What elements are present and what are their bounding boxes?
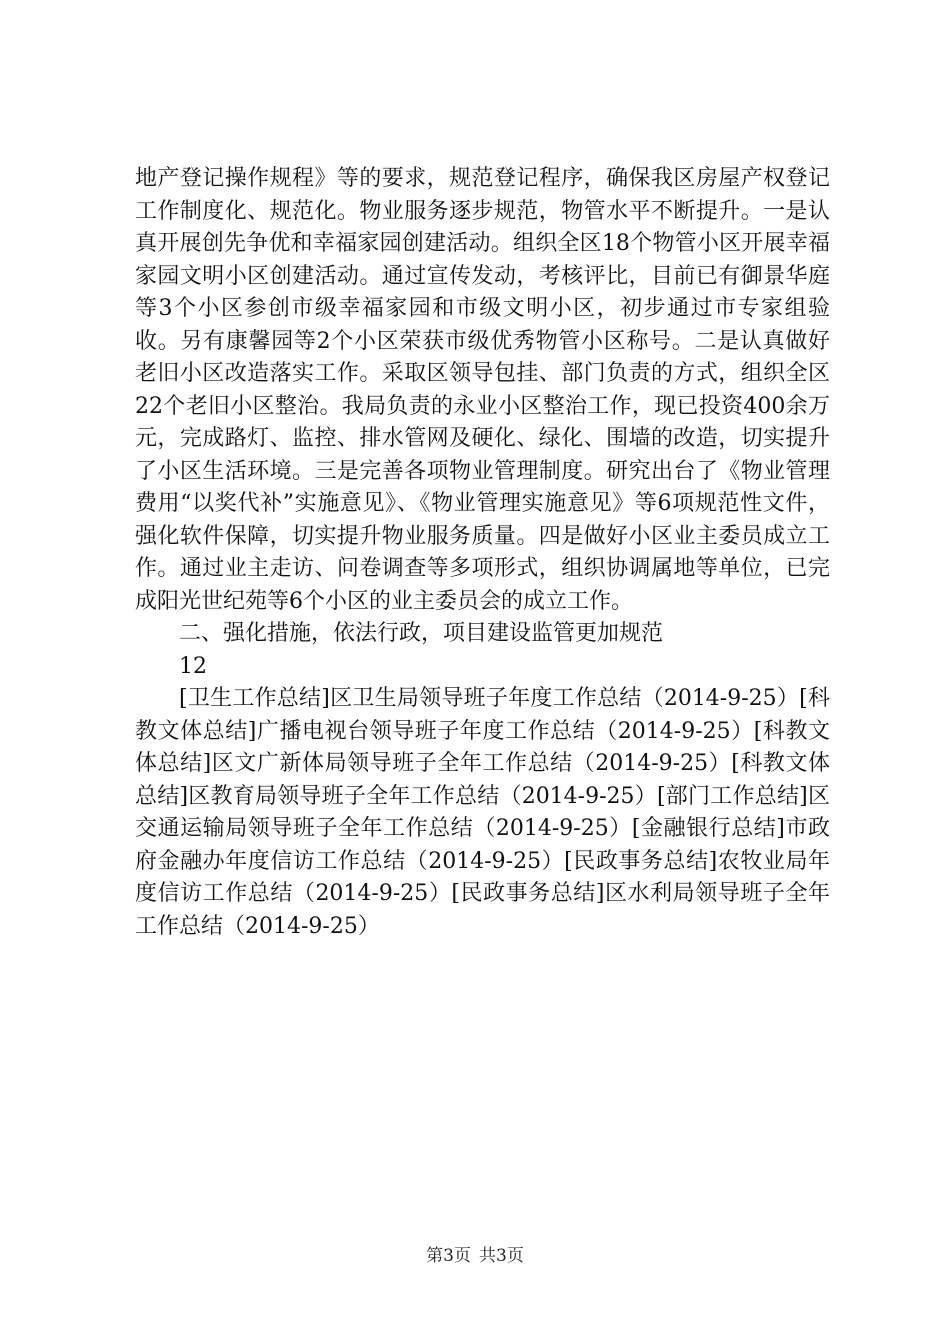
related-articles-list[interactable]: [卫生工作总结]区卫生局领导班子年度工作总结（2014-9-25）[科教文体总结]广播电视台领导班子年度工作总结（2014-9-25）[科教文体总结]区文广新体局领导班子全年工作总结（2014-9-25）[科教文体总结]区教育局领导班子全年工作总结（2014-9-25）[部门工作总结]区交通运输局领导班子全年工作总结（2014-9-25）[金融银行总结]市政府金融办年度信访工作总结（2014-9-25）[民政事务总结]农牧业局年度信访工作总结（2014-9-25）[民政事务总结]区水利局领导班子全年工作总结（2014-9-25）: [135, 686, 830, 939]
page-marker: 12: [179, 653, 207, 679]
body-paragraph: 地产登记操作规程》等的要求，规范登记程序，确保我区房屋产权登记工作制度化、规范化。物业服务逐步规范，物管水平不断提升。一是认真开展创先争优和幸福家园创建活动。组织全区18个物管小区开展幸福家园文明小区创建活动。通过宣传发动，考核评比，目前已有御景华庭等3个小区参创市级幸福家园和市级文明小区，初步通过市专家组验收。另有康馨园等2个小区荣获市级优秀物管小区称号。二是认真做好老旧小区改造落实工作。采取区领导包挂、部门负责的方式，组织全区22个老旧小区整治。我局负责的永业小区整治工作，现已投资400余万元，完成路灯、监控、排水管网及硬化、绿化、围墙的改造，切实提升了小区生活环境。三是完善各项物业管理制度。研究出台了《物业管理费用“以奖代补”实施意见》、《物业管理实施意见》等6项规范性文件，强化软件保障，切实提升物业服务质量。四是做好小区业主委员成立工作。通过业主走访、问卷调查等多项形式，组织协调属地等单位，已完成阳光世纪苑等6个小区的业主委员会的成立工作。: [135, 166, 830, 614]
document-body: [135, 163, 830, 943]
section-heading: 二、强化措施，依法行政，项目建设监管更加规范: [179, 621, 664, 646]
page-footer: [0, 1244, 950, 1268]
page-number-current: 第3页: [426, 1246, 471, 1266]
page-number-total: 共3页: [479, 1246, 524, 1266]
